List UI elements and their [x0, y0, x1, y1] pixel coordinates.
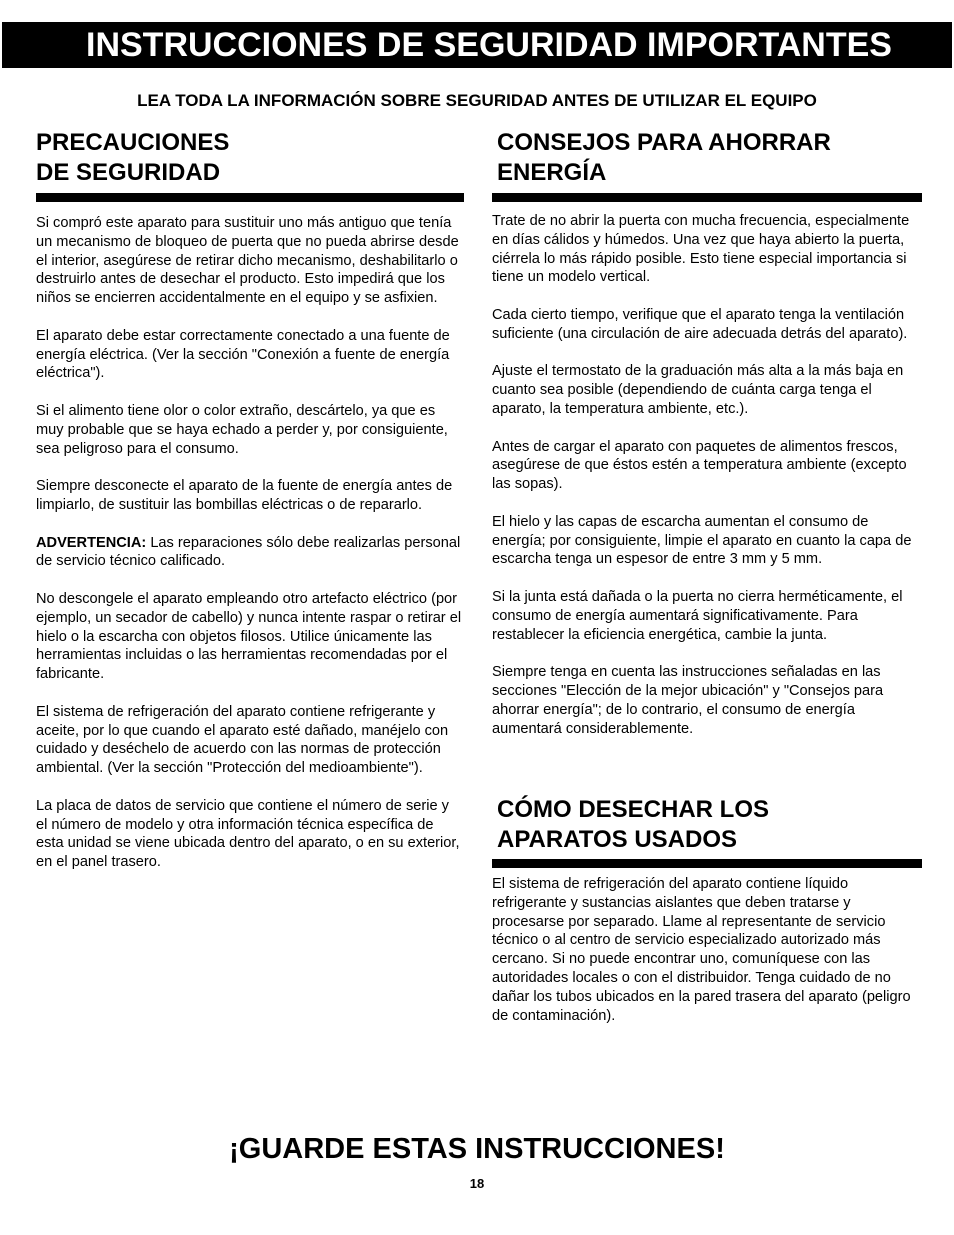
- page-title: INSTRUCCIONES DE SEGURIDAD IMPORTANTES: [86, 26, 892, 64]
- paragraph: Ajuste el termostato de la graduación más alta a la más baja en cuanto sea posible (dependiendo de cuánta carga tenga el aparato, la temperatura ambiente, etc.).: [492, 363, 904, 417]
- page-subtitle: LEA TODA LA INFORMACIÓN SOBRE SEGURIDAD ANTES DE UTILIZAR EL EQUIPO: [137, 91, 817, 110]
- disposal-heading: CÓMO DESECHAR LOS APARATOS USADOS: [497, 796, 770, 853]
- disposal-body: [492, 875, 922, 1025]
- disposal-section: [492, 795, 922, 1025]
- energy-section: [492, 128, 922, 738]
- safety-body: [36, 214, 464, 872]
- section-rule: [36, 193, 464, 202]
- paragraph: Antes de cargar el aparato con paquetes de alimentos frescos, asegúrese de que éstos estén a temperatura ambiente (excepto las sopas).: [492, 438, 907, 493]
- section-rule: [492, 193, 922, 202]
- paragraph: Siempre desconecte el aparato de la fuente de energía antes de limpiarlo, de sustituir las bombillas eléctricas o de repararlo.: [36, 478, 453, 513]
- paragraph: El hielo y las capas de escarcha aumentan el consumo de energía; por consiguiente, limpie el aparato en cuanto la capa de escarcha tenga un espesor de entre 3 mm y 5 mm.: [492, 513, 912, 568]
- paragraph: Si el alimento tiene olor o color extraño, descártelo, ya que es muy probable que se haya echado a perder y, por consiguiente, sea peligroso para el consumo.: [36, 402, 448, 457]
- paragraph: El aparato debe estar correctamente conectado a una fuente de energía eléctrica. (Ver la sección "Conexión a fuente de energía eléctrica").: [36, 327, 450, 382]
- page-title-banner: [2, 22, 952, 68]
- paragraph: La placa de datos de servicio que contiene el número de serie y el número de modelo y otra información técnica específica de esta unidad se viene ubicada dentro del aparato, o en su exterior, en el panel trasero.: [36, 797, 460, 871]
- paragraph: Si la junta está dañada o la puerta no cierra herméticamente, el consumo de energía aumentará significativamente. Para restablecer la eficiencia energética, cambie la junta.: [492, 588, 903, 643]
- paragraph: Trate de no abrir la puerta con mucha frecuencia, especialmente en días cálidos y húmedos. Una vez que haya abierto la puerta, ciérrela lo más rápido posible. Esto tiene especial importancia si tiene un modelo vertical.: [492, 213, 910, 286]
- warning-label: ADVERTENCIA:: [36, 534, 147, 551]
- paragraph: Cada cierto tiempo, verifique que el aparato tenga la ventilación suficiente (una circulación de aire adecuada detrás del aparato).: [492, 306, 908, 342]
- warning-paragraph: [36, 534, 464, 572]
- safety-heading: PRECAUCIONES DE SEGURIDAD: [36, 129, 230, 186]
- safety-section: [36, 128, 464, 872]
- warning-text: Las reparaciones sólo debe realizarlas personal de servicio técnico calificado.: [36, 534, 461, 570]
- paragraph: Si compró este aparato para sustituir uno más antiguo que tenía un mecanismo de bloqueo de puerta que no pueda abrirse desde el interior, asegúrese de retirar dicho mecanismo, deshabilitarlo o destruirlo antes de desechar el producto. Esto impedirá que los niños se encierren accidentalmente en el equipo y se asfixien.: [36, 215, 459, 307]
- page-number: 18: [469, 1176, 485, 1191]
- footer-title: ¡GUARDE ESTAS INSTRUCCIONES!: [229, 1133, 725, 1165]
- section-rule: [492, 859, 922, 868]
- paragraph: Siempre tenga en cuenta las instrucciones señaladas en las secciones "Elección de la mejor ubicación" y "Consejos para ahorrar energía"; de lo contrario, el consumo de energía aumentará considerablemente.: [492, 664, 884, 737]
- paragraph: El sistema de refrigeración del aparato contiene líquido refrigerante y sustancias aislantes que deben tratarse y procesarse por separado. Llame al representante de servicio técnico o al centro de servicio especializado autorizado más cercano. Si no puede encontrar uno, comuníquese con las autoridades locales o con el distribuidor. Tenga cuidado de no dañar los tubos ubicados en la pared trasera del aparato (peligro de contaminación).: [492, 876, 911, 1024]
- paragraph: El sistema de refrigeración del aparato contiene refrigerante y aceite, por lo que cuando el aparato esté dañado, manéjelo con cuidado y deséchelo de acuerdo con las normas de protección ambiental. (Ver la sección "Protección del medioambiente").: [36, 703, 449, 777]
- paragraph: No descongele el aparato empleando otro artefacto eléctrico (por ejemplo, un secador de cabello) y nunca intente raspar o retirar el hielo o la escarcha con objetos filosos. Utilice únicamente las herramientas incluidas o las herramientas recomendadas por el fabricante.: [36, 590, 462, 683]
- energy-heading: CONSEJOS PARA AHORRAR ENERGÍA: [497, 129, 831, 186]
- energy-body: [492, 212, 922, 738]
